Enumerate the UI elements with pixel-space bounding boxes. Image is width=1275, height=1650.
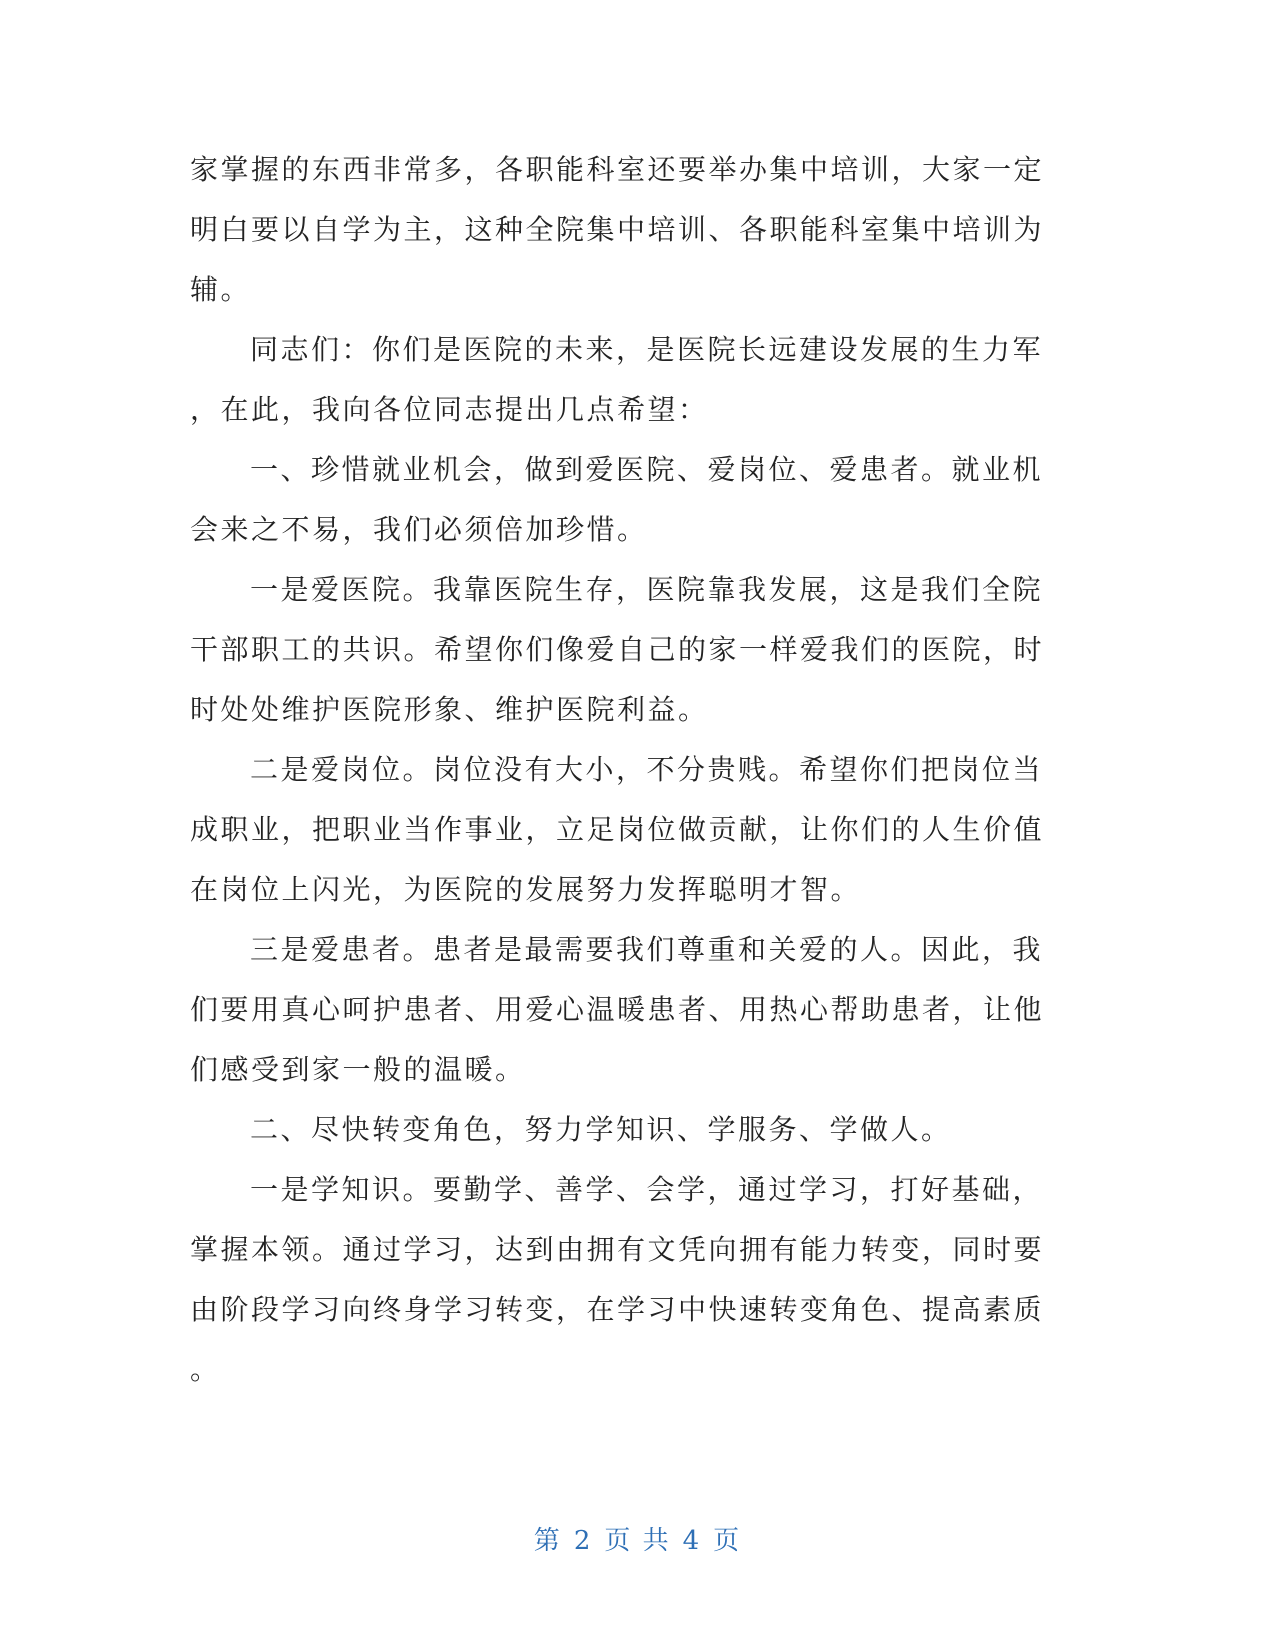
text-line: 。 bbox=[190, 1353, 221, 1386]
text-line: 们感受到家一般的温暖。 bbox=[190, 1053, 526, 1086]
text-line: 明白要以自学为主，这种全院集中培训、各职能科室集中培训为 bbox=[190, 213, 1045, 246]
paragraph-start-line: 一是学知识。要勤学、善学、会学，通过学习，打好基础， bbox=[250, 1173, 1044, 1206]
text-line: 会来之不易，我们必须倍加珍惜。 bbox=[190, 513, 648, 546]
text-line: 家掌握的东西非常多，各职能科室还要举办集中培训，大家一定 bbox=[190, 153, 1045, 186]
text-line: 掌握本领。通过学习，达到由拥有文凭向拥有能力转变，同时要 bbox=[190, 1233, 1045, 1266]
paragraph-start-line: 同志们：你们是医院的未来，是医院长远建设发展的生力军 bbox=[250, 333, 1044, 366]
text-line: 干部职工的共识。希望你们像爱自己的家一样爱我们的医院，时 bbox=[190, 633, 1045, 666]
text-line: 在岗位上闪光，为医院的发展努力发挥聪明才智。 bbox=[190, 873, 862, 906]
section-heading-line: 一、珍惜就业机会，做到爱医院、爱岗位、爱患者。就业机 bbox=[250, 453, 1044, 486]
page-footer bbox=[0, 1520, 1275, 1557]
text-line: 成职业，把职业当作事业，立足岗位做贡献，让你们的人生价值 bbox=[190, 813, 1045, 846]
total-pages-number: 4 bbox=[682, 1526, 702, 1556]
footer-middle: 页 共 bbox=[604, 1526, 671, 1556]
text-line: 们要用真心呵护患者、用爱心温暖患者、用热心帮助患者，让他 bbox=[190, 993, 1045, 1026]
text-line: 时处处维护医院形象、维护医院利益。 bbox=[190, 693, 709, 726]
paragraph-start-line: 二是爱岗位。岗位没有大小，不分贵贱。希望你们把岗位当 bbox=[250, 753, 1044, 786]
paragraph-start-line: 一是爱医院。我靠医院生存，医院靠我发展，这是我们全院 bbox=[250, 573, 1044, 606]
footer-prefix: 第 bbox=[533, 1526, 562, 1556]
text-line: ，在此，我向各位同志提出几点希望： bbox=[190, 393, 709, 426]
current-page-number: 2 bbox=[573, 1526, 593, 1556]
paragraph-start-line: 三是爱患者。患者是最需要我们尊重和关爱的人。因此，我 bbox=[250, 933, 1044, 966]
text-line: 由阶段学习向终身学习转变，在学习中快速转变角色、提高素质 bbox=[190, 1293, 1045, 1326]
document-body bbox=[190, 140, 1060, 1400]
text-line: 辅。 bbox=[190, 273, 252, 306]
section-heading-line: 二、尽快转变角色，努力学知识、学服务、学做人。 bbox=[250, 1113, 952, 1146]
footer-suffix: 页 bbox=[713, 1526, 742, 1556]
